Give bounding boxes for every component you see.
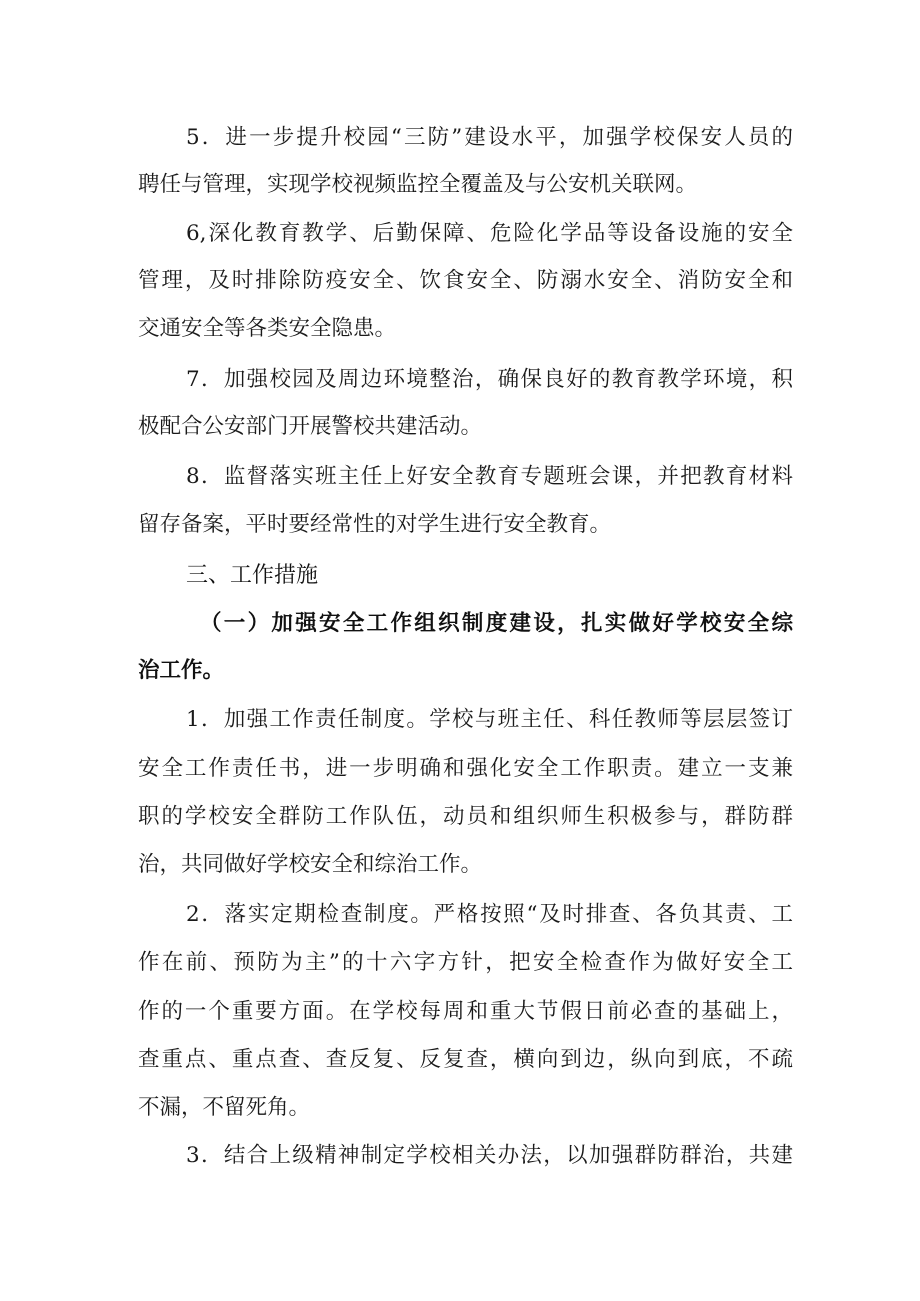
paragraph-6-line-2: 管理，及时排除防疫安全、饮食安全、防溺水安全、消防安全和 [138, 268, 793, 293]
paragraph-2-line-1: 2．落实定期检查制度。严格按照“及时排查、各负其责、工 [186, 902, 793, 927]
paragraph-1-line-3: 职的学校安全群防工作队伍，动员和组织师生积极参与，群防群 [138, 804, 793, 829]
subsection-heading-line-2: 治工作。 [138, 658, 225, 683]
paragraph-1-line-2: 安全工作责任书，进一步明确和强化安全工作职责。建立一支兼 [138, 756, 793, 781]
paragraph-6-line-3: 交通安全等各类安全隐患。 [138, 316, 397, 341]
paragraph-2-line-4: 查重点、重点查、查反复、反复查，横向到边，纵向到底，不疏 [138, 1047, 793, 1072]
paragraph-2-line-3: 作的一个重要方面。在学校每周和重大节假日前必查的基础上， [138, 999, 793, 1024]
subsection-heading-line-1: （一）加强安全工作组织制度建设，扎实做好学校安全综 [200, 611, 793, 636]
paragraph-5-line-1: 5．进一步提升校园“三防”建设水平，加强学校保安人员的 [186, 125, 793, 150]
paragraph-7-line-2: 极配合公安部门开展警校共建活动。 [138, 414, 483, 439]
paragraph-1-line-1: 1．加强工作责任制度。学校与班主任、科任教师等层层签订 [186, 707, 793, 732]
paragraph-6-line-1: 6,深化教育教学、后勤保障、危险化学品等设备设施的安全 [186, 221, 793, 246]
paragraph-2-line-5: 不漏，不留死角。 [138, 1095, 311, 1120]
paragraph-8-line-1: 8．监督落实班主任上好安全教育专题班会课，并把教育材料 [186, 464, 793, 489]
paragraph-2-line-2: 作在前、预防为主”的十六字方针，把安全检查作为做好安全工 [138, 950, 793, 975]
paragraph-1-line-4: 治，共同做好学校安全和综治工作。 [138, 852, 483, 877]
section-heading: 三、工作措施 [186, 563, 319, 588]
paragraph-8-line-2: 留存备案，平时要经常性的对学生进行安全教育。 [138, 512, 612, 537]
paragraph-7-line-1: 7．加强校园及周边环境整治，确保良好的教育教学环境，积 [186, 367, 793, 392]
paragraph-3-line-1: 3．结合上级精神制定学校相关办法，以加强群防群治，共建 [186, 1143, 793, 1168]
paragraph-5-line-2: 聘任与管理，实现学校视频监控全覆盖及与公安机关联网。 [138, 172, 698, 197]
